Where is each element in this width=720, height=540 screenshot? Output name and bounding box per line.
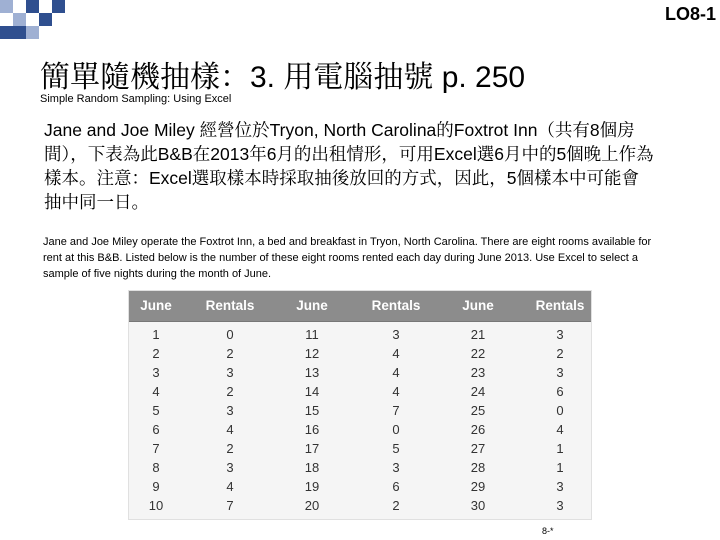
- table-cell: 23: [470, 365, 486, 380]
- learning-objective-tag: LO8-1: [664, 4, 716, 24]
- table-cell: 1: [556, 441, 564, 456]
- table-cell: 17: [304, 441, 320, 456]
- english-description: Jane and Joe Miley operate the Foxtrot Inn, a bed and breakfast in Tryon, North Carolina. There are eight rooms available for rent at this B&B. Listed below is the number of these eight rooms rented each day during June 2013. Use Excel to select a sample of five nights during the month of June.: [43, 236, 652, 280]
- table-cell: 7: [226, 498, 234, 513]
- table-cell: 27: [470, 441, 486, 456]
- table-row: [129, 496, 591, 515]
- table-cell: 11: [305, 327, 319, 342]
- header-june-3: June: [462, 298, 494, 313]
- table-cell: 0: [226, 327, 234, 342]
- table-cell: 18: [304, 460, 320, 475]
- table-row: [129, 325, 591, 344]
- table-cell: 13: [304, 365, 320, 380]
- table-cell: 3: [226, 460, 234, 475]
- table-cell: 4: [392, 346, 400, 361]
- table-cell: 4: [556, 422, 564, 437]
- table-cell: 2: [556, 346, 564, 361]
- table-cell: 24: [470, 384, 486, 399]
- table-cell: 7: [152, 441, 160, 456]
- table-cell: 21: [470, 327, 486, 342]
- table-cell: 12: [304, 346, 320, 361]
- table-cell: 3: [556, 327, 564, 342]
- header-divider: [129, 321, 591, 322]
- table-cell: 4: [392, 384, 400, 399]
- table-cell: 2: [152, 346, 160, 361]
- table-cell: 4: [226, 422, 234, 437]
- corner-logo-icon: [0, 0, 96, 44]
- page-number: 8-*: [542, 526, 554, 536]
- table-cell: 8: [152, 460, 160, 475]
- table-cell: 5: [392, 441, 400, 456]
- slide-subtitle: Simple Random Sampling: Using Excel: [40, 93, 232, 105]
- table-cell: 1: [152, 327, 160, 342]
- table-cell: 2: [226, 441, 234, 456]
- header-june-2: June: [296, 298, 328, 313]
- table-cell: 3: [392, 327, 400, 342]
- header-rentals-2: Rentals: [371, 298, 421, 313]
- table-header-row: [129, 291, 591, 321]
- table-cell: 1: [556, 460, 564, 475]
- chinese-description: Jane and Joe Miley 經營位於Tryon, North Carolina的Foxtrot Inn（共有8個房間），下表為此B&B在2013年6月的出租情形，可用Excel選6月中的5個晚上作為樣本。注意：Excel選取樣本時採取抽後放回的方式，因此，5個樣本中可能會抽中同一日。: [44, 120, 654, 212]
- table-cell: 3: [152, 365, 160, 380]
- table-cell: 3: [392, 460, 400, 475]
- table-row: [129, 363, 591, 382]
- table-row: [129, 401, 591, 420]
- table-cell: 3: [556, 365, 564, 380]
- table-cell: 4: [226, 479, 234, 494]
- table-cell: 6: [392, 479, 400, 494]
- table-row: [129, 439, 591, 458]
- table-cell: 0: [392, 422, 400, 437]
- table-cell: 30: [470, 498, 486, 513]
- table-cell: 16: [304, 422, 320, 437]
- table-cell: 6: [152, 422, 160, 437]
- table-cell: 4: [392, 365, 400, 380]
- table-cell: 2: [226, 346, 234, 361]
- table-cell: 5: [152, 403, 160, 418]
- table-row: [129, 458, 591, 477]
- table-row: [129, 382, 591, 401]
- table-cell: 29: [470, 479, 486, 494]
- table-cell: 2: [392, 498, 400, 513]
- table-cell: 3: [556, 479, 564, 494]
- table-cell: 26: [470, 422, 486, 437]
- header-june-1: June: [140, 298, 172, 313]
- rentals-table: [128, 290, 592, 520]
- table-cell: 14: [304, 384, 320, 399]
- table-cell: 19: [304, 479, 320, 494]
- table-cell: 22: [470, 346, 486, 361]
- table-cell: 10: [148, 498, 164, 513]
- table-cell: 3: [556, 498, 564, 513]
- table-cell: 3: [226, 365, 234, 380]
- table-cell: 28: [470, 460, 486, 475]
- table-cell: 4: [152, 384, 160, 399]
- table-cell: 25: [470, 403, 486, 418]
- table-cell: 2: [226, 384, 234, 399]
- table-cell: 15: [304, 403, 320, 418]
- table-row: [129, 344, 591, 363]
- slide-title: 簡單隨機抽樣：3. 用電腦抽號 p. 250: [40, 61, 526, 94]
- table-cell: 3: [226, 403, 234, 418]
- header-rentals-1: Rentals: [205, 298, 255, 313]
- table-cell: 6: [556, 384, 564, 399]
- table-cell: 9: [152, 479, 160, 494]
- table-cell: 0: [556, 403, 564, 418]
- table-cell: 20: [304, 498, 320, 513]
- table-cell: 7: [392, 403, 400, 418]
- table-row: [129, 420, 591, 439]
- table-row: [129, 477, 591, 496]
- header-rentals-3: Rentals: [535, 298, 585, 313]
